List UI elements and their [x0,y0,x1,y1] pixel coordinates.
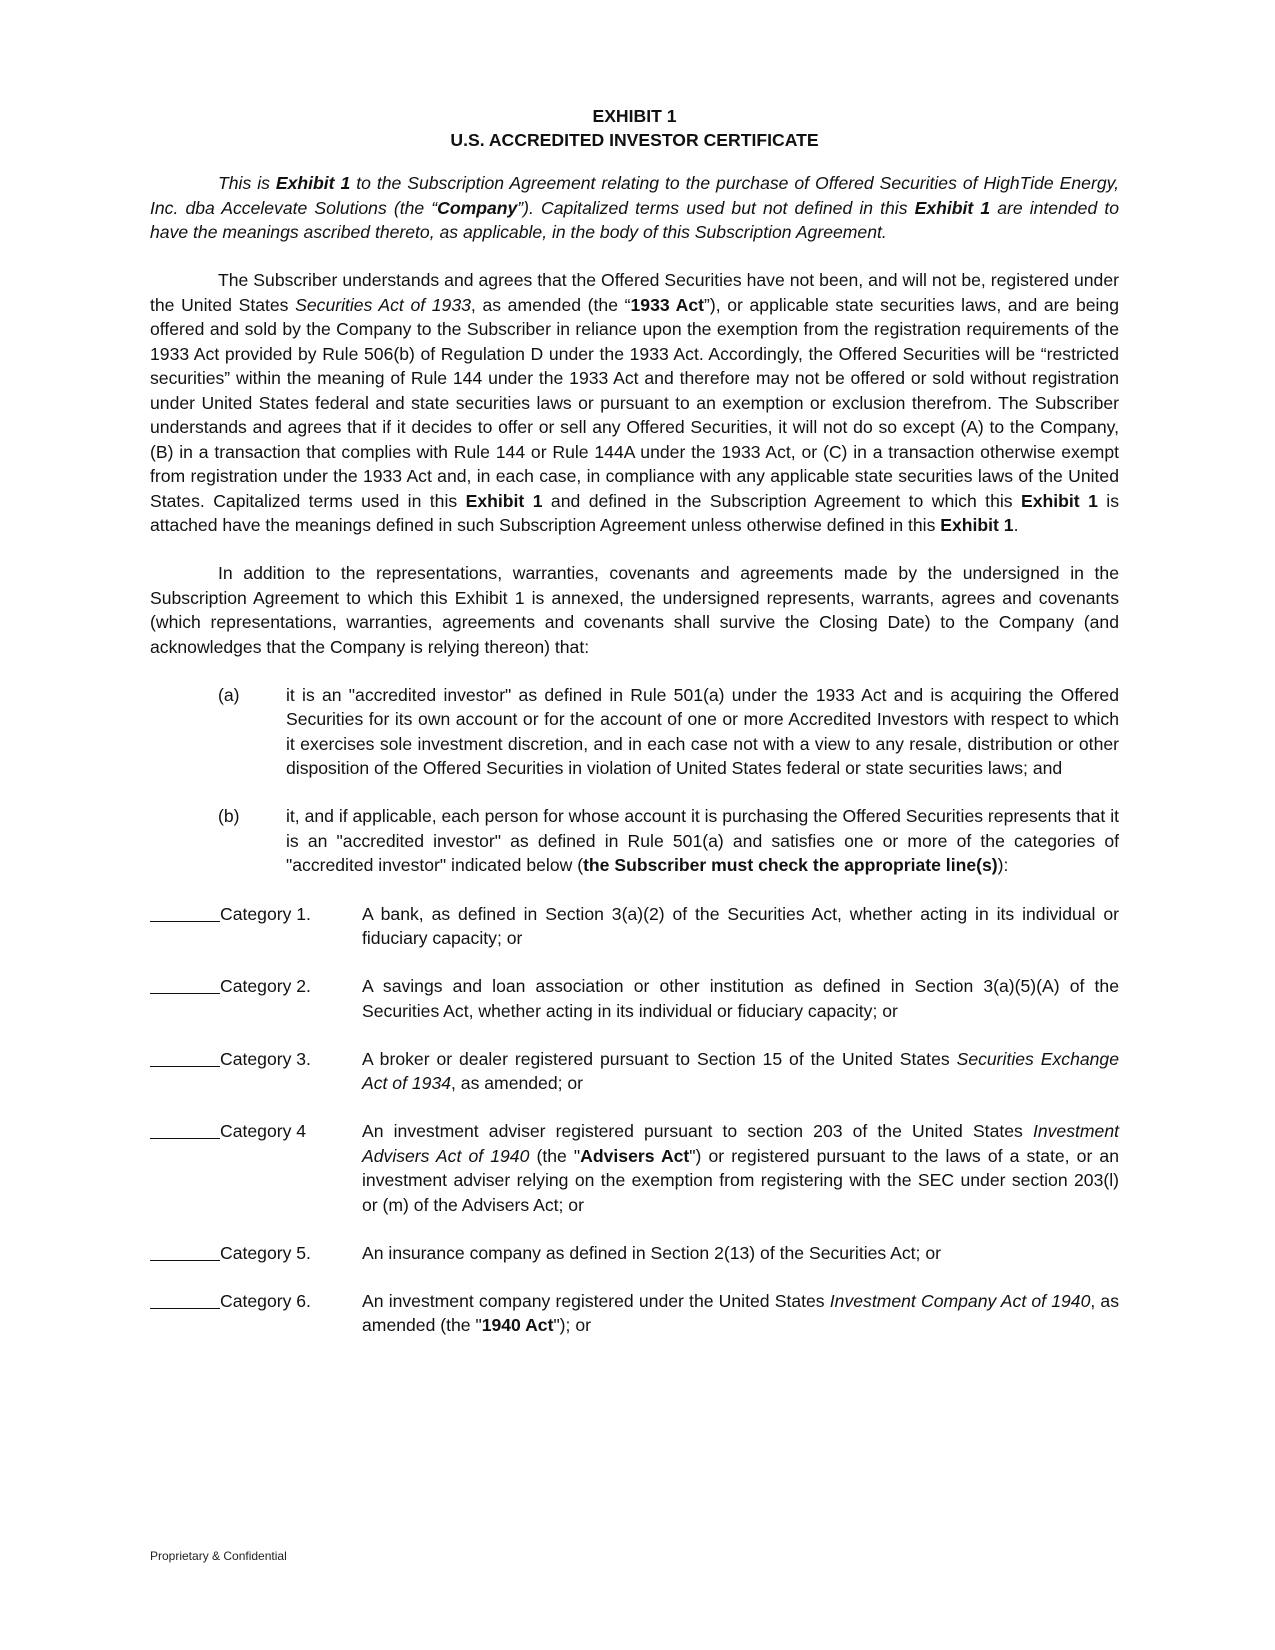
category-label: Category 2. [220,976,311,996]
category-5-row [150,1241,1119,1266]
category-label: Category 3. [220,1048,311,1069]
category-6-checkline[interactable] [150,1289,220,1309]
representation-label: (b) [218,806,240,826]
category-5-checkline[interactable] [150,1241,220,1261]
category-1-row [150,902,1119,951]
representation-label: (a) [218,684,240,705]
category-3-checkline[interactable] [150,1047,220,1067]
representation-text: it, and if applicable, each person for whose account it is purchasing the Offered Securities represents that it is an "accredited investor" as defined in Rule 501(a) and satisfies one or more of the categories of "accredited investor" indicated below (the Subscriber must check the appropriate line(s)): [286,806,1119,875]
exhibit-heading: EXHIBIT 1 [592,106,677,126]
category-4-checkline[interactable] [150,1119,220,1139]
category-text: An investment adviser registered pursuant to section 203 of the United States Investment Advisers Act of 1940 (the "Advisers Act") or registered pursuant to the laws of a state, or an investment adviser relying on the exemption from registering with the SEC under section 203(l) or (m) of the Advisers Act; or [362,1121,1119,1215]
category-text: A bank, as defined in Section 3(a)(2) of the Securities Act, whether acting in its individual or fiduciary capacity; or [362,903,1119,948]
securities-act-paragraph: The Subscriber understands and agrees that the Offered Securities have not been, and will not be, registered under the United States Securities Act of 1933, as amended (the “1933 Act”), or applicable state securities laws, and are being offered and sold by the Company to the Subscriber in reliance upon the exemption from the registration requirements of the 1933 Act provided by Rule 506(b) of Regulation D under the 1933 Act. Accordingly, the Offered Securities will be “restricted securities” within the meaning of Rule 144 under the 1933 Act and therefore may not be offered or sold without registration under United States federal and state securities laws or pursuant to an exemption or exclusion therefrom. The Subscriber understands and agrees that if it decides to offer or sell any Offered Securities, it will not do so except (A) to the Company, (B) in a transaction that complies with Rule 144 or Rule 144A under the 1933 Act, or (C) in a transaction otherwise exempt from registration under the 1933 Act and, in each case, in compliance with any applicable state securities laws of the United States. Capitalized terms used in this Exhibit 1 and defined in the Subscription Agreement to which this Exhibit 1 is attached have the meanings defined in such Subscription Agreement unless otherwise defined in this Exhibit 1. [150,270,1120,535]
document-page [150,104,1119,1338]
category-2-row [150,974,1119,1023]
category-text: A broker or dealer registered pursuant to Section 15 of the United States Securities Exchange Act of 1934, as amended; or [362,1048,1119,1093]
category-text: An investment company registered under the United States Investment Company Act of 1940, as amended (the "1940 Act"); or [362,1290,1120,1335]
category-label: Category 6. [220,1290,311,1311]
category-label: Category 5. [220,1242,311,1263]
intro-paragraph: This is Exhibit 1 to the Subscription Agreement relating to the purchase of Offered Securities of HighTide Energy, Inc. dba Accelevate Solutions (the “Company”). Capitalized terms used but not defined in this Exhibit 1 are intended to have the meanings ascribed thereto, as applicable, in the body of this Subscription Agreement. [150,173,1119,242]
category-4-row [150,1119,1119,1217]
page-footer: Proprietary & Confidential [150,1549,287,1563]
category-1-checkline[interactable] [150,902,220,922]
representations-paragraph: In addition to the representations, warranties, covenants and agreements made by the undersigned in the Subscription Agreement to which this Exhibit 1 is annexed, the undersigned represents, warrants, agrees and covenants (which representations, warranties, agreements and covenants shall survive the Closing Date) to the Company (and acknowledges that the Company is relying thereon) that: [150,563,1119,657]
representation-a [150,683,1119,781]
category-text: An insurance company as defined in Section 2(13) of the Securities Act; or [362,1242,941,1263]
certificate-title: U.S. ACCREDITED INVESTOR CERTIFICATE [450,130,819,150]
representation-text: it is an "accredited investor" as defined in Rule 501(a) under the 1933 Act and is acquiring the Offered Securities for its own account or for the account of one or more Accredited Investors with respect to which it exercises sole investment discretion, and in each case not with a view to any resale, distribution or other disposition of the Offered Securities in violation of United States federal or state securities laws; and [286,684,1119,778]
representation-b [150,804,1119,878]
category-2-checkline[interactable] [150,974,220,994]
category-6-row [150,1289,1119,1338]
category-text: A savings and loan association or other institution as defined in Section 3(a)(5)(A) of the Securities Act, whether acting in its individual or fiduciary capacity; or [362,976,1119,1021]
category-label: Category 4 [220,1121,307,1141]
category-3-row [150,1047,1119,1096]
category-label: Category 1. [220,903,311,924]
